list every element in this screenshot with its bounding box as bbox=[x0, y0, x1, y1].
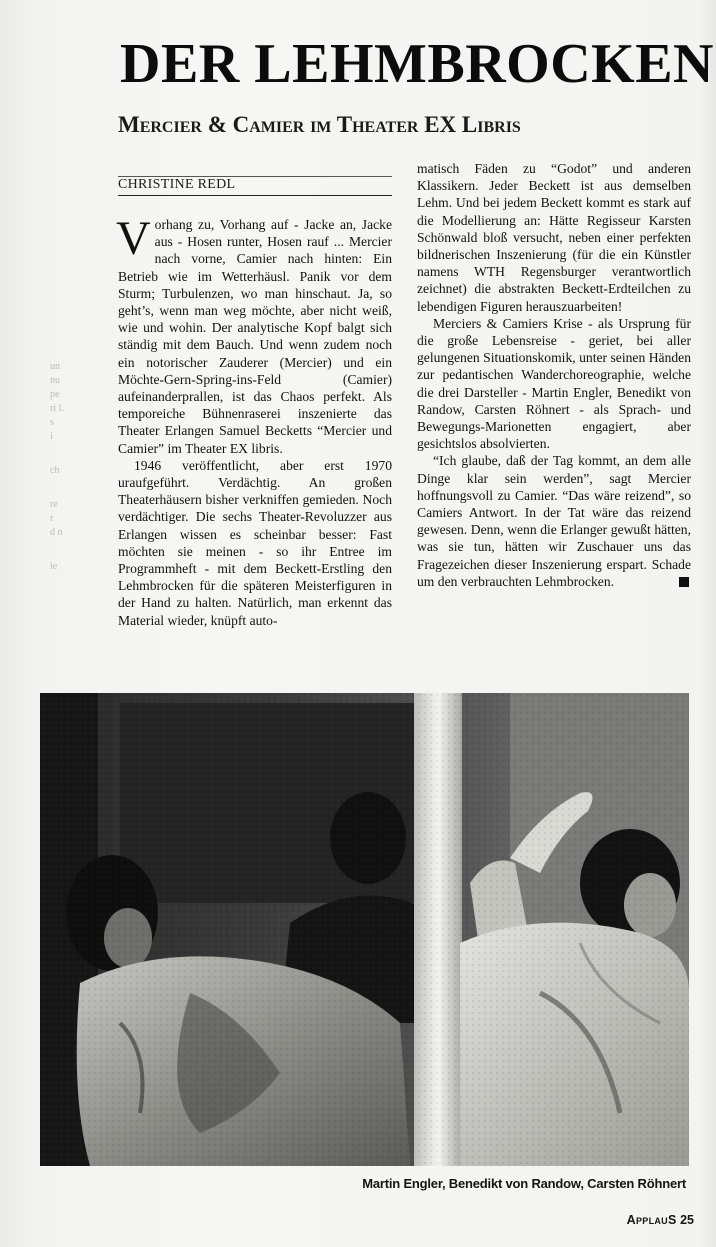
bleed-fragment: s bbox=[50, 417, 54, 428]
paragraph-modelling: matisch Fäden zu “Godot” und anderen Klassikern. Jeder Beckett ist aus demselben Lehm. Und bei jedem Beckett kommt es stark auf die Modellierung an: Hätte Regisseur Karsten Schönwald bloß versucht, neben einer perfekten bildnerischen Inszenierung (für die ein Künstler namens WTH Regensburger verantwortlich zeichnet) die abstrakten Beckett-Erdteilchen zu lebendigen Figuren herauszuarbeiten! bbox=[417, 161, 691, 314]
stage-photo bbox=[40, 693, 689, 1166]
bleed-fragment: un bbox=[50, 361, 60, 372]
paragraph-conclusion bbox=[417, 452, 691, 590]
page-number: 25 bbox=[680, 1213, 694, 1227]
bleed-fragment: ie bbox=[50, 561, 58, 572]
paragraph-crisis: Merciers & Camiers Krise - als Ursprung für die große Lebensreise - geriet, bei aller gelungenen Situationskomik, unter seinen Händen zur pedantischen Wanderchoreographie, welche die drei Darsteller - Martin Engler, Benedikt von Randow, Carsten Röhnert - als Sprach- und Bewegungs-Marionetten engagiert, aber gesichtslos absolvierten. bbox=[417, 315, 691, 452]
bleed-fragment: pe bbox=[50, 389, 60, 400]
text-column-left bbox=[116, 212, 392, 629]
bleed-fragment: ch bbox=[50, 465, 60, 476]
bleed-fragment: d n bbox=[50, 527, 63, 538]
bleed-fragment: i bbox=[50, 431, 53, 442]
bleed-fragment: nu bbox=[50, 375, 60, 386]
drop-cap: V bbox=[116, 212, 151, 265]
magazine-name: ApplauS bbox=[626, 1213, 677, 1227]
text-column-right bbox=[417, 160, 691, 590]
stage-photo-illustration bbox=[40, 693, 689, 1166]
paragraph-intro-text: orhang zu, Vorhang auf - Jacke an, Jacke aus - Hosen runter, Hosen rauf ... Mercier nach vorne, Camier nach hinten: Ein Betrieb wie im Wetterhäusl. Panik vor dem Sturm; Turbulenzen, wo man hinschaut. Ja, so geht’s, wenn man weg möchte, aber nicht weiß, wie und wohin. Der analytische Kopf balgt sich ständig mit dem Bauch. Und wenn zudem noch ein notorischer Zauderer (Mercier) und ein Möchte-Gern-Spring-ins-Feld (Camier) aufeinanderprallen, ist das Chaos perfekt. Als temporeiche Bühnenraserei inszenierte das Theater Erlangen Samuel Becketts “Mercier und Camier” im Theater EX libris. bbox=[118, 217, 392, 456]
end-of-article-mark bbox=[679, 577, 689, 587]
bleed-fragment: ri l. bbox=[50, 403, 64, 414]
bleed-fragment: r bbox=[50, 513, 54, 524]
bleed-fragment: re bbox=[50, 499, 58, 510]
photo-caption: Martin Engler, Benedikt von Randow, Carsten Röhnert bbox=[362, 1176, 686, 1191]
page-folio bbox=[627, 1213, 694, 1227]
paragraph-conclusion-text: “Ich glaube, daß der Tag kommt, an dem alle Dinge klar sein werden”, sagt Mercier hoffnungsvoll zu Camier. “Das wäre reizend”, so Camiers Antwort. In der Tat wäre das reizend gewesen. Denn, wenn die Erlanger gewußt hätten, was sie tun, hätten wir Zuschauer uns das Fragezeichen dieser Inszenierung erspart. Schade um den verbrauchten Lehmbrocken. bbox=[417, 453, 691, 589]
article-subheadline: Mercier & Camier im Theater EX Libris bbox=[118, 112, 521, 137]
article-author: CHRISTINE REDL bbox=[118, 177, 392, 196]
article-headline: DER LEHMBROCKEN bbox=[120, 33, 714, 95]
paragraph-intro bbox=[116, 212, 392, 457]
paragraph-history: 1946 veröffentlicht, aber erst 1970 uraufgeführt. Verdächtig. An großen Theaterhäusern bisher verkniffen gemieden. Noch verdächtiger. Die sechs Theater-Revoluzzer aus Erlangen wissen es scheinbar besser: Fast möchten sie meinen - so ihr Entree im Programmheft - mit dem Beckett-Erstling den Lehmbrocken für die späteren Meisterfiguren in der Hand zu halten. Natürlich, man erkennt das Material wieder, knüpft auto- bbox=[118, 457, 392, 628]
